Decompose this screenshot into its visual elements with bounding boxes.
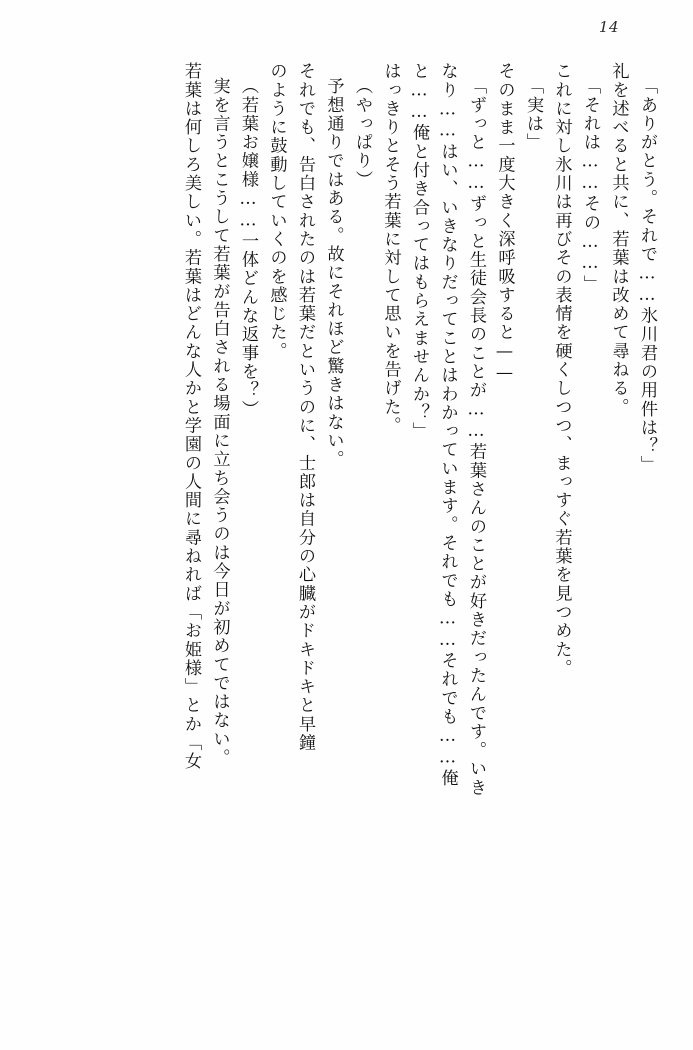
text-line: 実を言うとこうして若葉が告白される場面に立ち会うのは今日が初めてではない。 [209,77,230,768]
text-line: 「それは……その……」 [580,77,600,294]
text-line: （やっぱり） [352,77,372,189]
vertical-text-body [38,62,655,1026]
text-line: これに対し氷川は再びその表情を硬くしつつ、まっすぐ若葉を見つめた。 [551,62,572,678]
text-line: それでも、告白されたのは若葉だというのに、士郎は自分の心臓がドキドキと早鐘 [295,62,315,753]
text-line: と……俺と付き合ってはもらえませんか？」 [409,62,429,441]
text-line: 「ありがとう。それで……氷川君の用件は？」 [637,77,657,475]
text-line: 予想通りではある。故にそれほど驚きはない。 [323,77,344,469]
text-line: 「実は」 [523,77,543,152]
text-line: （若葉お嬢様……一体どんな返事を？） [238,77,258,419]
text-line: 礼を述べると共に、若葉は改めて尋ねる。 [608,62,629,417]
text-line: 若葉は何しろ美しい。若葉はどんな人かと学園の人間に尋ねれば「お姫様」とか「女 [181,62,201,771]
text-line: 「ずっと……ずっと生徒会長のことが……若葉さんのことが好きだったんです。いき [466,77,486,797]
text-line: なり……はい、いきなりだってことはわかっています。それでも……それでも……俺 [437,62,458,788]
text-line: はっきりとそう若葉に対して思いを告げた。 [380,62,401,435]
text-line: のように鼓動していくのを感じた。 [266,62,287,361]
page-number: 14 [598,18,619,36]
text-line: そのまま一度大きく深呼吸すると—— [494,62,515,385]
